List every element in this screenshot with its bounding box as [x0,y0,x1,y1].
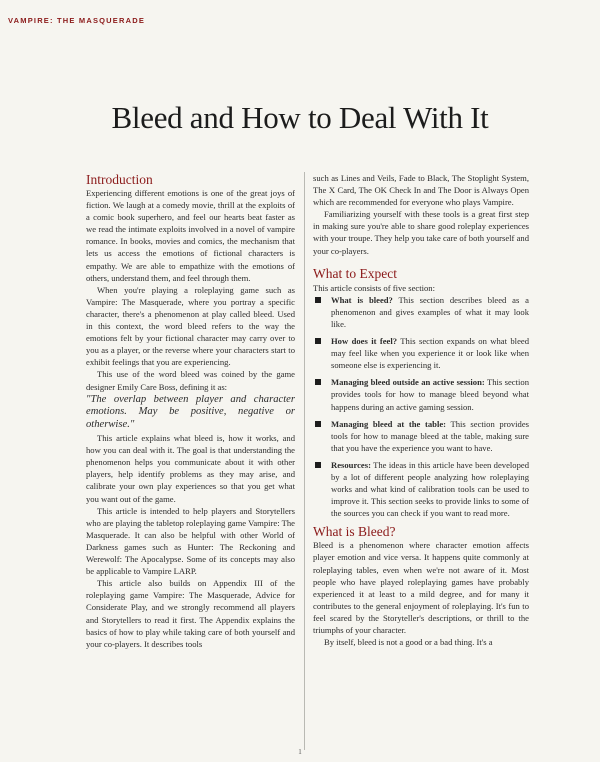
left-column [86,172,295,650]
running-head: VAMPIRE: THE MASQUERADE [8,16,146,25]
paragraph: Familiarizing yourself with these tools is a great first step in making sure you're able to share good roleplay experiences with your troupe. They help you take care of both yourself and your co-players. [313,209,529,256]
paragraph: Bleed is a phenomenon where character emotion affects player emotion and vice versa. It happens quite commonly at roleplaying tables, even when we're not aware of it. Most people who have played roleplaying games have probably experienced it at least to a mild degree, and for many it contributes to the general enjoyment of roleplaying. It's fun to feel scared by the Storyteller's descriptions, or thrill to the triumphs of your character. [313,540,529,635]
paragraph: By itself, bleed is not a good or a bad thing. It's a [324,637,493,648]
section-list [313,294,529,520]
list-item [313,418,529,454]
paragraph: This use of the word bleed was coined by the game designer Emily Care Boss, defining it as: [86,369,295,392]
list-item-text: This section describes bleed as a phenomenon and gives examples of what it may look like. [331,294,529,329]
paragraph: Experiencing different emotions is one of the great joys of fiction. We laugh at a comedy movie, thrill at the exploits of a comic book superhero, and feel our hearts beat faster as we read the intimate exploits involved in a novel of vampire romance. In books, movies and comics, the mechanism that lets us access the emotions of fictional characters is empathy. We are able to empathize with the emotions of others, understand them, and feel through them. [86,188,295,283]
list-item-text: This section provides tools for how to manage bleed at the table, making sure that you have the experience you want to have. [331,418,530,453]
square-bullet-icon [315,338,321,344]
paragraph: This article is intended to help players and Storytellers who are playing the tabletop roleplaying game Vampire: The Masquerade. It can also be helpful with other World of Darkness games such as Hunter: The Reckoning and Werewolf: The Apocalypse. Some of its concepts may also be applicable to Vampire LARP. [86,505,295,577]
list-item-label: Managing bleed outside an active session: [331,377,485,388]
square-bullet-icon [315,421,321,427]
what-to-expect-heading: What to Expect [313,265,397,281]
list-item [313,376,529,412]
page-title: Bleed and How to Deal With It [111,100,489,135]
list-item-text: The ideas in this article have been developed by a lot of different people analyzing how roleplaying works and what kind of calibration tools can be used to improve it. This section seeks to provide links to some of the sources you can check if you want to read more. [331,459,529,519]
square-bullet-icon [315,462,321,468]
what-is-bleed-heading: What is Bleed? [313,524,396,540]
column-divider [304,172,305,750]
list-item [313,459,529,519]
list-item-label: What is bleed? [331,294,393,305]
introduction-heading: Introduction [86,172,153,187]
paragraph: This article explains what bleed is, how it works, and how you can deal with it. The goal is that understanding the phenomenon helps you communicate about it with other players, help identify problems as they may arise, and calibrate your own play experiences so that you get what you want out of the game. [86,433,295,504]
list-item-text: This section provides tools for how to manage bleed beyond what happens during an active gaming session. [331,377,529,412]
paragraph: This article consists of five section: [313,282,435,293]
list-item-label: Resources: [331,459,371,470]
paragraph: such as Lines and Veils, Fade to Black, The Stoplight System, The X Card, The OK Check In and The Door is Always Open which are recommended for everyone who plays Vampire. [313,173,529,208]
list-item [313,335,529,371]
square-bullet-icon [315,297,321,303]
list-item [313,294,529,330]
list-item-label: Managing bleed at the table: [331,418,447,429]
square-bullet-icon [315,379,321,385]
paragraph: This article also builds on Appendix III of the roleplaying game Vampire: The Masquerade, Advice for Considerate Play, and we strongly recommend all players and Storytellers to read it first. The Appendix explains the basics of how to play while taking care of both yourself and your co-players. It describes tools [86,578,295,649]
list-item-label: How does it feel? [331,336,398,347]
right-column [313,172,529,648]
list-item-text: This section expands on what bleed may feel like when you experience it or look like when someone else is experiencing it. [331,336,529,371]
paragraph: When you're playing a roleplaying game such as Vampire: The Masquerade, where you portray a specific character, there's a phenomenon at play called bleed. Used in this context, the word bleed refers to the way the emotions felt by your fictional character may carry over to you as a player, or the reverse where your characters start to exhibit feelings that you are experiencing. [86,284,295,368]
page-number: 1 [298,748,302,756]
definition-quote: "The overlap between player and character emotions. May be positive, negative or otherwise." [86,393,295,430]
